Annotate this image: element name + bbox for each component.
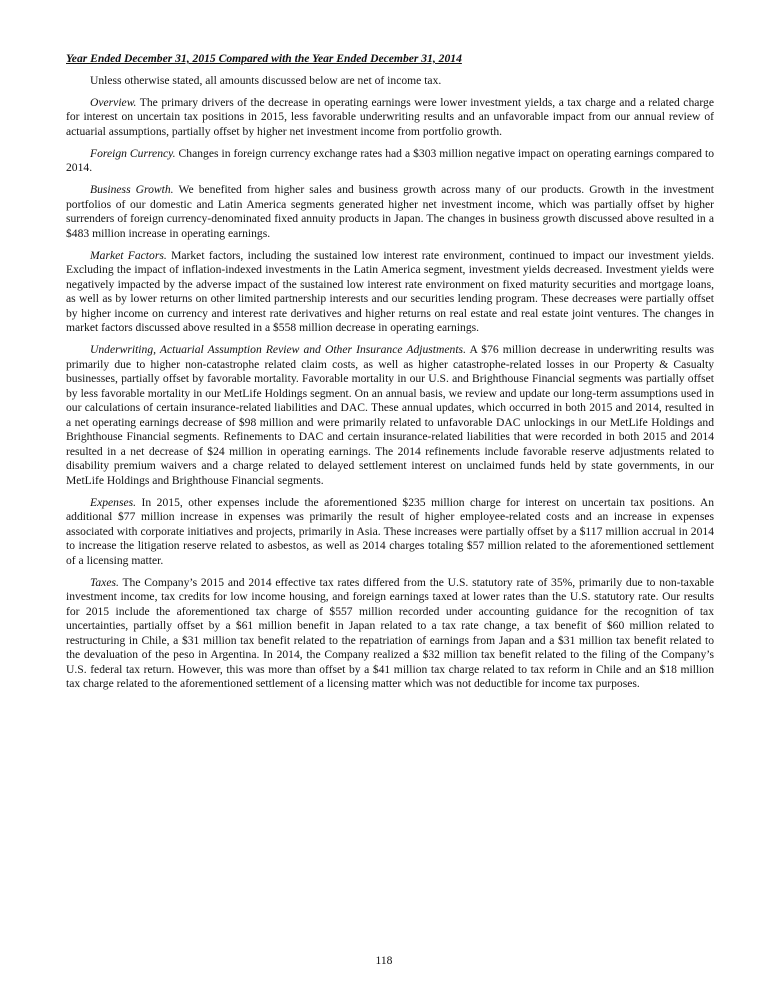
paragraph: [66, 496, 714, 569]
paragraph: [66, 96, 714, 140]
paragraph-lead: Expenses.: [90, 495, 137, 509]
paragraph-text: A $76 million decrease in underwriting results was primarily due to higher non-catastrophe related claim costs, as well as higher catastrophe-related losses in our Property & Casualty businesses, partially offset by favorable mortality. Favorable mortality in our U.S. and Brighthouse Financial segments was partially offset by less favorable mortality in our MetLife Holdings segment. On an annual basis, we review and update our long-term assumptions used in our calculations of certain insurance-related liabilities and DAC. These annual updates, which occurred in both 2015 and 2014, resulted in a net operating earnings decrease of $98 million and were primarily related to unfavorable DAC unlockings in our MetLife Holdings and Brighthouse Financial segments. Refinements to DAC and certain insurance-related liabilities that were recorded in both 2015 and 2014 resulted in a net decrease of $24 million in operating earnings. The 2014 refinements include favorable reserve adjustments related to disability premium waivers and a charge related to delayed settlement interest on unclaimed funds held by state governments, in our MetLife Holdings and Brighthouse Financial segments.: [66, 343, 714, 487]
paragraph-lead: Business Growth.: [90, 183, 174, 196]
paragraph: [66, 249, 714, 336]
paragraph: [66, 74, 714, 89]
paragraph-text: Unless otherwise stated, all amounts discussed below are net of income tax.: [90, 73, 442, 87]
paragraph-lead: Foreign Currency.: [90, 146, 176, 160]
paragraph-text: In 2015, other expenses include the aforementioned $235 million charge for interest on uncertain tax positions. An additional $77 million increase in expenses was primarily the result of higher employee-related costs and an increase in expenses associated with corporate initiatives and projects, primarily in Asia. These increases were partially offset by a $117 million accrual in 2014 to increase the litigation reserve related to asbestos, as well as 2014 charges totaling $57 million related to the aforementioned settlement of a licensing matter.: [66, 495, 714, 567]
paragraph-lead: Market Factors.: [90, 248, 167, 262]
page-number: 118: [375, 954, 393, 967]
paragraph: [66, 576, 714, 692]
paragraph-text: Changes in foreign currency exchange rates had a $303 million negative impact on operating earnings compared to 2014.: [66, 146, 715, 174]
paragraph-text: We benefited from higher sales and business growth across many of our products. Growth in the investment portfolios of our domestic and Latin America segments generated higher net investment income, which was partially offset by higher surrenders of foreign currency-denominated fixed annuity products in Japan. The changes in business growth discussed above resulted in a $483 million increase in operating earnings.: [66, 183, 714, 240]
document-body: [66, 52, 714, 699]
section-heading: Year Ended December 31, 2015 Compared with the Year Ended December 31, 2014: [66, 52, 462, 65]
paragraph-lead: Overview.: [90, 95, 137, 109]
paragraphs: [66, 74, 714, 692]
paragraph: [66, 183, 714, 241]
paragraph-lead: Underwriting, Actuarial Assumption Review and Other Insurance Adjustments.: [90, 343, 466, 356]
paragraph: [66, 343, 714, 488]
paragraph: [66, 147, 714, 176]
paragraph-text: Market factors, including the sustained low interest rate environment, continued to impact our investment yields. Excluding the impact of inflation-indexed investments in the Latin America segment, investment yields decreased. Investment yields were negatively impacted by the adverse impact of the sustained low interest rate environment on fixed maturity securities and mortgage loans, as well as by lower returns on other limited partnership interests and our securities lending program. These decreases were partially offset by higher income on currency and interest rate derivatives and higher returns on real estate and real estate joint ventures. The changes in market factors discussed above resulted in a $558 million decrease in operating earnings.: [66, 248, 714, 334]
paragraph-text: The Company’s 2015 and 2014 effective tax rates differed from the U.S. statutory rate of 35%, primarily due to non-taxable investment income, tax credits for low income housing, and foreign earnings taxed at lower rates than the U.S. statutory rate. Our results for 2015 include the aforementioned tax charge of $557 million recorded under accounting guidance for the recognition of tax uncertainties, partially offset by a $61 million benefit in Japan related to a tax rate change, a tax benefit of $60 million related to restructuring in Chile, a $31 million tax benefit related to the repatriation of earnings from Japan and a $31 million tax benefit related to the devaluation of the peso in Argentina. In 2014, the Company realized a $32 million tax benefit related to the filing of the Company’s U.S. federal tax return. However, this was more than offset by a $41 million tax charge related to tax reform in Chile and an $18 million tax charge related to the aforementioned settlement of a licensing matter which was not deductible for income tax purposes.: [66, 575, 714, 690]
paragraph-text: The primary drivers of the decrease in operating earnings were lower investment yields, a tax charge and a related charge for interest on uncertain tax positions in 2015, less favorable underwriting results and an unfavorable impact from our annual review of actuarial assumptions, partially offset by higher net investment income from portfolio growth.: [66, 95, 714, 138]
paragraph-lead: Taxes.: [90, 575, 119, 589]
